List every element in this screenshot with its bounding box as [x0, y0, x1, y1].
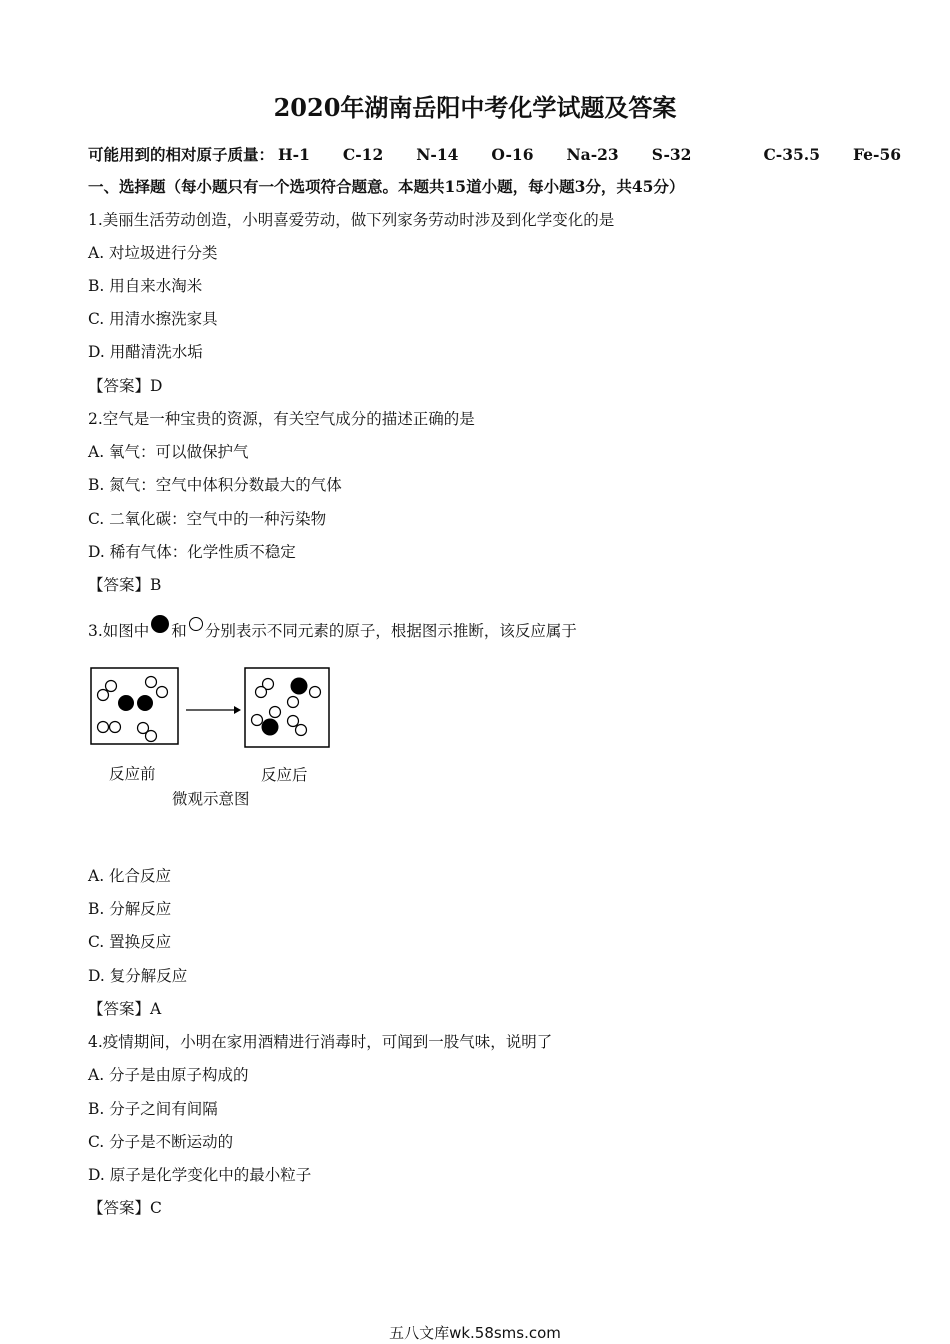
atomic-mass-item: C-35.5: [763, 145, 820, 164]
white-atom: [310, 687, 321, 698]
white-atom: [146, 677, 157, 688]
white-atom: [98, 690, 109, 701]
atomic-mass-item: S-32: [651, 145, 692, 164]
diagram-caption: 微观示意图: [172, 790, 250, 808]
black-atom: [291, 678, 308, 695]
atomic-mass-item: N-14: [416, 145, 459, 164]
question-4-stem: 4.疫情期间，小明在家用酒精进行消毒时，可闻到一股气味，说明了: [88, 1033, 553, 1051]
question-1-answer: 【答案】D: [88, 377, 163, 395]
question-1-option-c: C. 用清水擦洗家具: [88, 310, 218, 328]
question-2-answer: 【答案】B: [88, 576, 162, 594]
white-atom-icon: [189, 617, 203, 631]
page-title: 2020年湖南岳阳中考化学试题及答案: [273, 93, 677, 122]
white-atom: [296, 725, 307, 736]
question-2-option-d: D. 稀有气体：化学性质不稳定: [88, 543, 296, 561]
black-atom: [118, 695, 134, 711]
atomic-mass-row: [88, 143, 901, 165]
reaction-diagram-svg: [88, 664, 348, 754]
question-3-answer: 【答案】A: [88, 1000, 162, 1018]
black-atom: [262, 719, 279, 736]
question-4-option-a: A. 分子是由原子构成的: [88, 1066, 249, 1084]
black-atom: [137, 695, 153, 711]
after-label: 反应后: [261, 766, 308, 784]
question-2-option-b: B. 氮气：空气中体积分数最大的气体: [88, 476, 342, 494]
question-2-stem: 2.空气是一种宝贵的资源，有关空气成分的描述正确的是: [88, 410, 475, 428]
question-2-option-a: A. 氧气：可以做保护气: [88, 443, 249, 461]
white-atom: [288, 697, 299, 708]
question-3-stem-suffix: 分别表示不同元素的原子，根据图示推断，该反应属于: [204, 622, 577, 640]
question-3-option-a: A. 化合反应: [88, 867, 172, 885]
question-4-option-d: D. 原子是化学变化中的最小粒子: [88, 1166, 312, 1184]
atomic-mass-label: 可能用到的相对原子质量：: [88, 145, 275, 164]
white-atom: [98, 722, 109, 733]
atomic-mass-item: Na-23: [566, 145, 619, 164]
white-atom: [270, 707, 281, 718]
atomic-mass-item: Fe-56: [853, 145, 902, 164]
question-1-option-a: A. 对垃圾进行分类: [88, 244, 218, 262]
footer-watermark: 五八文库wk.58sms.com: [389, 1324, 561, 1342]
section-heading: 一、选择题（每小题只有一个选项符合题意。本题共15道小题，每小题3分，共45分）: [88, 177, 685, 196]
question-3-stem-prefix: 3.如图中: [88, 622, 150, 640]
question-1-option-b: B. 用自来水淘米: [88, 277, 203, 295]
question-4-option-c: C. 分子是不断运动的: [88, 1133, 234, 1151]
question-3-option-c: C. 置换反应: [88, 933, 172, 951]
question-1-stem: 1.美丽生活劳动创造，小明喜爱劳动，做下列家务劳动时涉及到化学变化的是: [88, 211, 615, 229]
white-atom: [106, 681, 117, 692]
reaction-diagram: [88, 664, 348, 814]
white-atom: [256, 687, 267, 698]
before-label: 反应前: [109, 765, 156, 783]
black-atom-icon: [151, 615, 169, 633]
white-atom: [288, 716, 299, 727]
after-box: [245, 668, 329, 747]
arrow-head-icon: [234, 706, 241, 714]
question-1-option-d: D. 用醋清洗水垢: [88, 343, 203, 361]
question-3-stem: [88, 620, 577, 642]
question-3-stem-mid: 和: [171, 622, 187, 640]
question-4-option-b: B. 分子之间有间隔: [88, 1100, 218, 1118]
question-3-option-d: D. 复分解反应: [88, 967, 188, 985]
question-3-option-b: B. 分解反应: [88, 900, 172, 918]
question-2-option-c: C. 二氧化碳：空气中的一种污染物: [88, 510, 327, 528]
atomic-mass-item: H-1: [278, 145, 310, 164]
atomic-mass-item: O-16: [491, 145, 534, 164]
white-atom: [110, 722, 121, 733]
white-atom: [146, 731, 157, 742]
question-4-answer: 【答案】C: [88, 1199, 162, 1217]
white-atom: [157, 687, 168, 698]
white-atom: [252, 715, 263, 726]
atomic-mass-item: C-12: [342, 145, 384, 164]
